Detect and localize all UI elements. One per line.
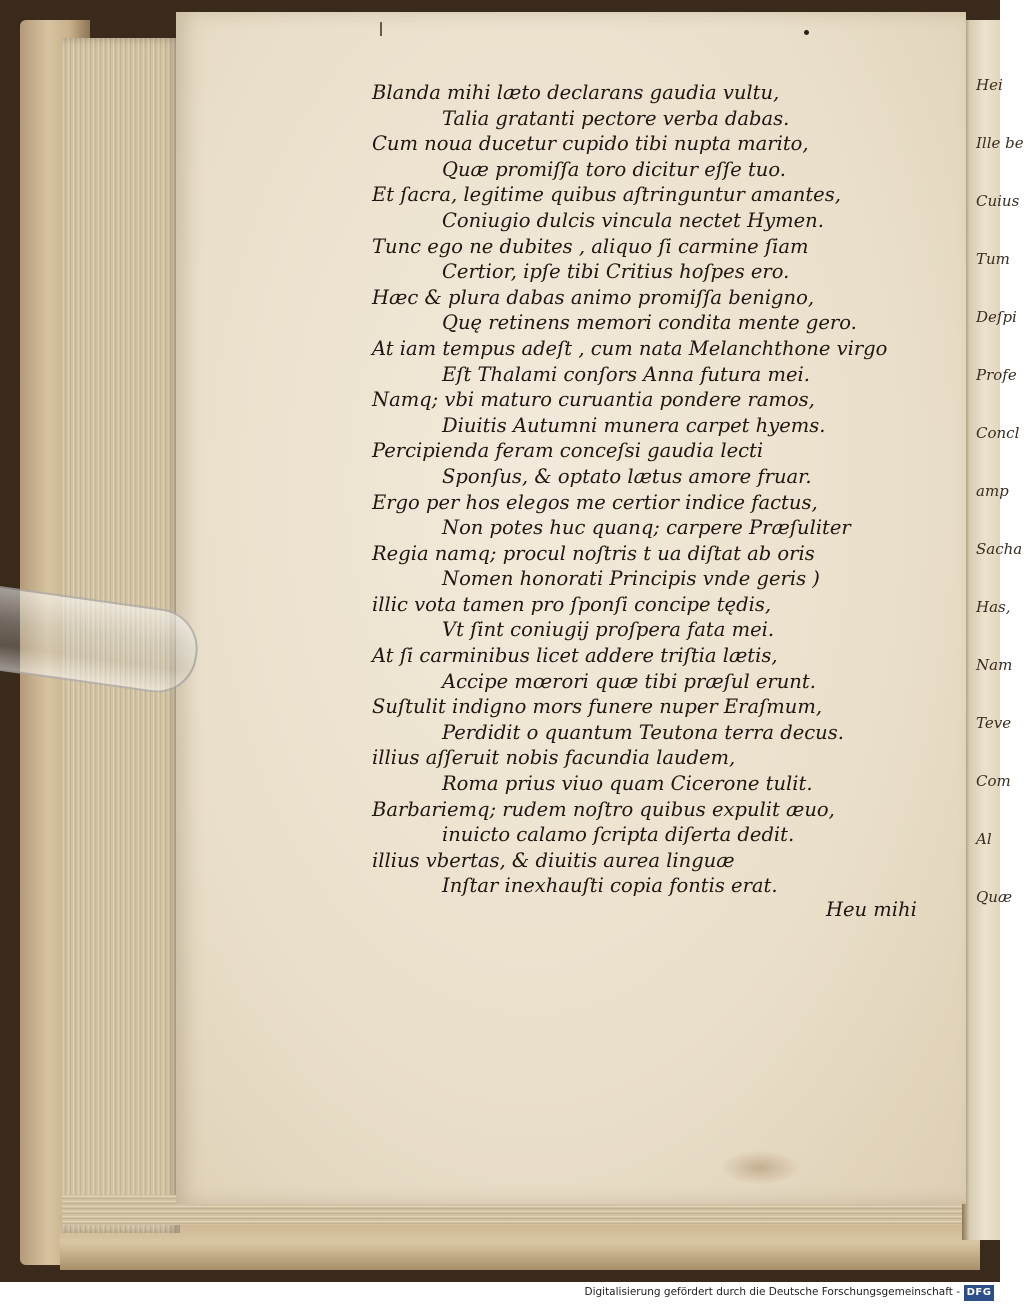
verse-line: illius vbertas, & diuitis aurea linguæ (372, 848, 735, 872)
facing-page-fragment: amp (976, 482, 1009, 500)
page-mark (380, 22, 382, 36)
facing-page-fragment: Nam (976, 656, 1013, 674)
verse-line: illic vota tamen pro ſponſi concipe tędis, (372, 592, 772, 616)
footer-bar (0, 1282, 1000, 1305)
facing-page-fragment: Ille be (976, 134, 1024, 152)
catchword: Heu mihi (826, 898, 917, 921)
verse-line: Certior, ipſe tibi Critius hoſpes ero. (442, 260, 790, 284)
verse-line: Tunc ego ne dubites , aliquo ſi carmine ſiam (372, 234, 809, 258)
dfg-logo: DFG (964, 1285, 994, 1301)
facing-page-fragment: Sacha (976, 540, 1023, 558)
page-stain (720, 1150, 800, 1185)
verse-line: Quę retinens memori condita mente gero. (442, 311, 857, 335)
facing-page-fragment: Profe (976, 366, 1017, 384)
verse-line: Coniugio dulcis vincula nectet Hymen. (442, 208, 824, 232)
verse-line: Talia gratanti pectore verba dabas. (442, 106, 790, 130)
verse-line: Blanda mihi læto declarans gaudia vultu, (372, 81, 780, 104)
verse-line: Nomen honorati Principis vnde geris ) (442, 567, 820, 591)
verse-line: At ſi carminibus licet addere triſtia lætis, (372, 644, 778, 668)
verse-line: At iam tempus adeſt , cum nata Melanchthone virgo (372, 336, 888, 360)
verse-line: Suſtulit indigno mors funere nuper Eraſmum, (372, 695, 823, 719)
verse-line: Perdidit o quantum Teutona terra decus. (442, 720, 844, 744)
verse-line: Non potes huc quanq; carpere Præſuliter (442, 516, 851, 540)
verse-line: Roma prius viuo quam Cicerone tulit. (442, 772, 813, 796)
verse-line: Cum noua ducetur cupido tibi nupta marito, (372, 132, 809, 156)
footer-credit: Digitalisierung gefördert durch die Deutsche Forschungsgemeinschaft - (584, 1286, 960, 1298)
verse-line: Barbariemq; rudem noſtro quibus expulit æuo, (372, 797, 835, 821)
facing-page-fragment: Deſpi (976, 308, 1017, 326)
verse-line: Hæc & plura dabas animo promiſſa benigno, (372, 285, 815, 309)
verse-line: Et ſacra, legitime quibus aſtringuntur amantes, (372, 183, 841, 207)
verse-line: Ergo per hos elegos me certior indice factus, (372, 490, 818, 514)
verse-line: Namq; vbi maturo curuantia pondere ramos, (372, 388, 815, 412)
facing-page-fragment: Al (976, 830, 992, 848)
facing-page-fragment: Quæ (976, 888, 1013, 906)
page-dot (804, 30, 809, 35)
verse-line: Accipe mœrori quæ tibi præſul erunt. (442, 669, 816, 693)
verse-line: Vt ſint coniugij proſpera fata mei. (442, 618, 775, 642)
facing-page-fragment: Concl (976, 424, 1020, 442)
verse-line: Inſtar inexhauſti copia fontis erat. (442, 874, 778, 898)
verse-line: Diuitis Autumni munera carpet hyems. (442, 413, 826, 437)
verse-line: inuicto calamo ſcripta diſerta dedit. (442, 823, 795, 847)
verse-line: Sponſus, & optato lætus amore fruar. (442, 464, 812, 488)
verse-line: illius aſſeruit nobis facundia laudem, (372, 746, 736, 770)
verse-line: Regia namq; procul noſtris t ua diſtat ab oris (372, 541, 815, 565)
facing-page-fragment: Teve (976, 714, 1012, 732)
facing-page-fragment: Com (976, 772, 1011, 790)
facing-page-fragment: Cuius (976, 192, 1020, 210)
facing-page-fragment: Tum (976, 250, 1010, 268)
verse-line: Percipienda feram conceſsi gaudia lecti (372, 439, 764, 463)
facing-page-text (976, 56, 1024, 926)
facing-page-fragment: Hei (976, 76, 1003, 94)
verse-line: Eſt Thalami conſors Anna futura mei. (442, 362, 810, 386)
verse-text-block (372, 80, 932, 899)
verse-line: Quæ promiſſa toro dicitur eſſe tuo. (442, 157, 786, 181)
facing-page-fragment: Has, (976, 598, 1011, 616)
